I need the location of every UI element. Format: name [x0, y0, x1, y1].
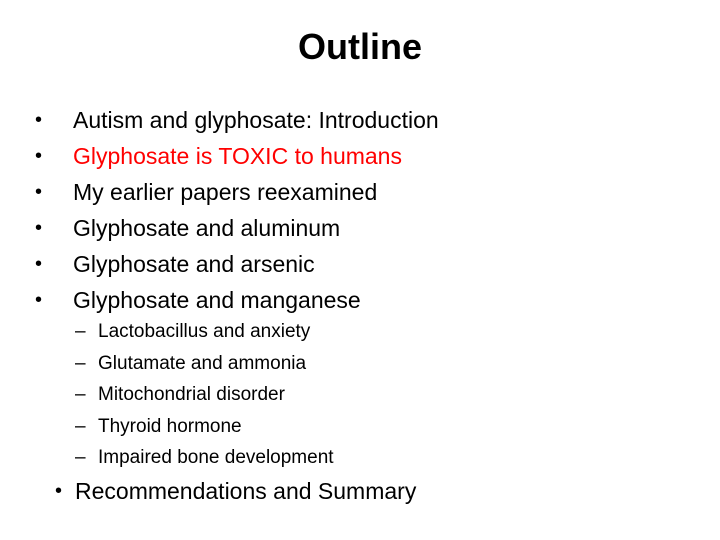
sub-bullet-marker: – [75, 384, 86, 405]
bullet-item-aluminum [35, 210, 695, 246]
sub-bullet-text: Glutamate and ammonia [98, 352, 307, 374]
sub-bullet-marker: – [75, 447, 86, 468]
bullet-text: Glyphosate and aluminum [73, 215, 341, 241]
slide-title: Outline [298, 26, 422, 67]
bullet-text: Glyphosate is TOXIC to humans [73, 143, 402, 169]
sub-bullet-marker: – [75, 415, 86, 437]
bullet-marker: • [35, 289, 43, 311]
sub-bullet-item [75, 348, 695, 380]
sub-bullet-marker: – [75, 352, 86, 374]
sub-bullet-list [75, 316, 695, 474]
bullet-marker: • [55, 480, 63, 502]
sub-bullet-text: Lactobacillus and anxiety [98, 321, 311, 342]
sub-bullet-text: Mitochondrial disorder [98, 384, 285, 405]
sub-bullet-item [75, 442, 695, 474]
bullet-item-earlier-papers [35, 174, 695, 210]
bullet-item-manganese [35, 282, 695, 318]
bullet-text: Glyphosate and arsenic [73, 251, 315, 277]
main-bullet-list [35, 102, 695, 318]
bullet-marker: • [35, 181, 43, 203]
bullet-marker: • [35, 145, 43, 167]
bullet-text: My earlier papers reexamined [73, 179, 378, 205]
bullet-text: Recommendations and Summary [75, 478, 417, 504]
bullet-item-arsenic [35, 246, 695, 282]
bullet-text: Glyphosate and manganese [73, 287, 361, 313]
bullet-marker: • [35, 253, 43, 275]
sub-bullet-text: Thyroid hormone [98, 415, 242, 437]
bullet-marker: • [35, 109, 43, 131]
sub-bullet-item [75, 411, 695, 443]
sub-bullet-text: Impaired bone development [98, 447, 334, 468]
sub-bullet-item [75, 379, 695, 411]
bullet-text: Autism and glyphosate: Introduction [73, 107, 439, 133]
sub-bullet-marker: – [75, 321, 86, 342]
bullet-item-autism-introduction [35, 102, 695, 138]
sub-bullet-item [75, 316, 695, 348]
bullet-item-toxic-to-humans [35, 138, 695, 174]
bullet-marker: • [35, 217, 43, 239]
